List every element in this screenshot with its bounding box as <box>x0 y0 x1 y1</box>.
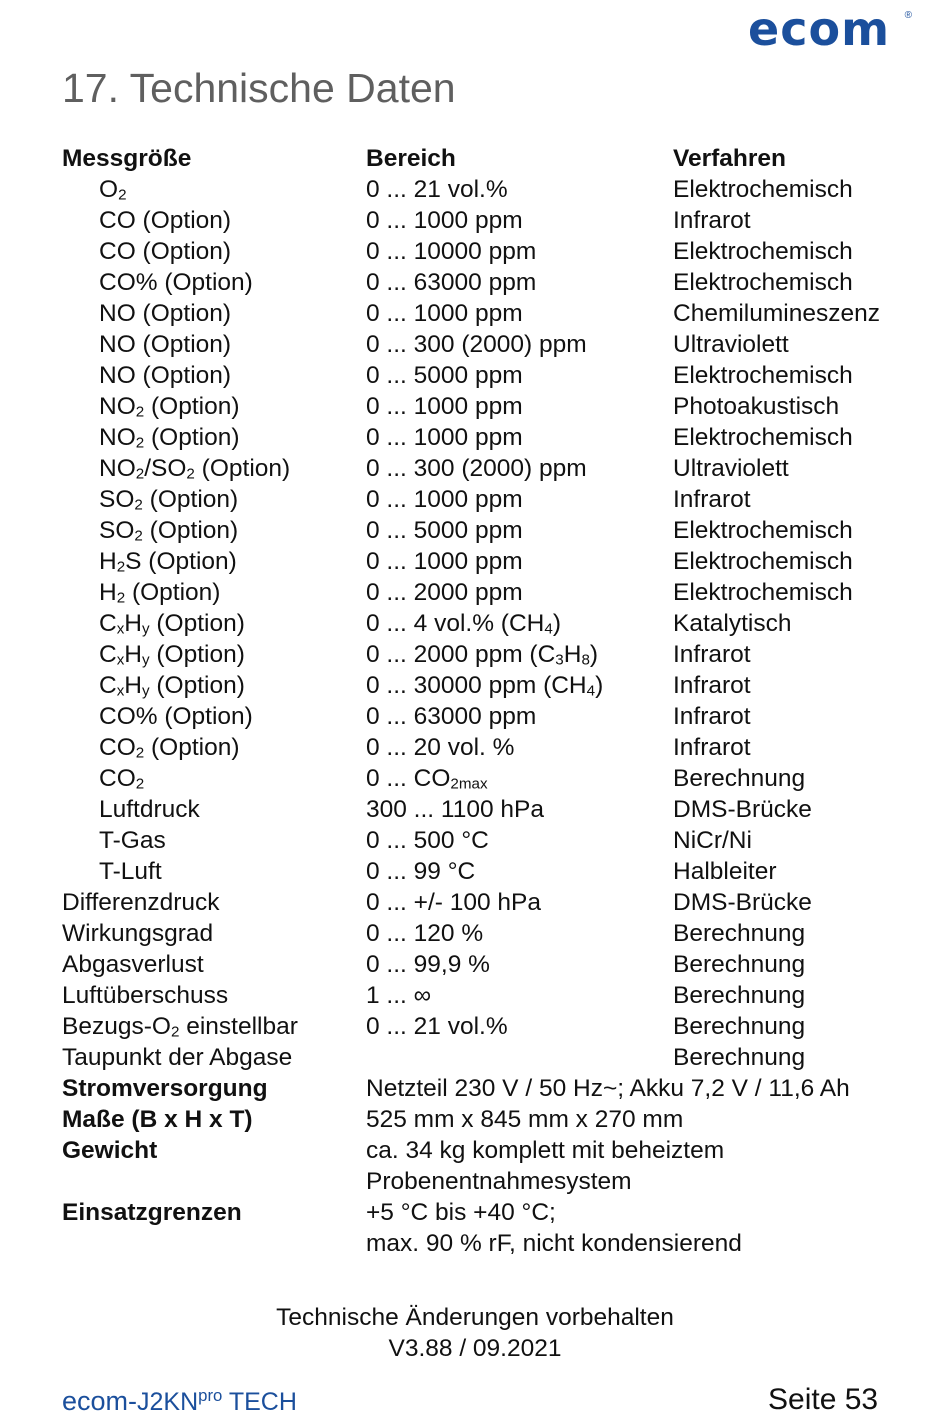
method-cell: NiCr/Ni <box>673 827 752 854</box>
cell-text: 0 ... CO <box>366 765 451 792</box>
subscript-text: x <box>116 651 125 669</box>
subscript-text: x <box>116 620 125 638</box>
cell-text: 0 ... 21 vol.% <box>366 176 508 203</box>
range-cell <box>366 1042 673 1073</box>
cell-text: Taupunkt der Abgase <box>62 1044 293 1071</box>
method-cell: Halbleiter <box>673 858 777 885</box>
spec-label <box>62 1228 366 1259</box>
table-row <box>62 639 933 670</box>
table-row <box>62 515 933 546</box>
measurand-cell <box>62 484 366 515</box>
range-cell <box>366 608 673 639</box>
cell-text: 0 ... 1000 ppm <box>366 300 523 327</box>
cell-text: C <box>99 672 117 699</box>
range-cell <box>366 453 673 484</box>
cell-text: 0 ... 1000 ppm <box>366 424 523 451</box>
measurand-cell <box>62 546 366 577</box>
table-row <box>62 825 933 856</box>
cell-text: H <box>99 548 117 575</box>
cell-text: 0 ... 99 °C <box>366 858 476 885</box>
cell-text: 0 ... 63000 ppm <box>366 703 537 730</box>
cell-text: 0 ... 2000 ppm <box>366 579 523 606</box>
measurand-cell <box>62 608 366 639</box>
method-cell: Chemilumineszenz <box>673 300 880 327</box>
cell-text: T-Luft <box>99 858 162 885</box>
subscript-text: 2 <box>134 496 143 514</box>
method-cell: Elektrochemisch <box>673 176 853 203</box>
cell-text: (Option) <box>149 610 245 637</box>
method-cell: Elektrochemisch <box>673 517 853 544</box>
cell-text: NO (Option) <box>99 362 232 389</box>
cell-text: S (Option) <box>125 548 237 575</box>
subscript-text: 2max <box>450 775 488 793</box>
cell-text: H <box>99 579 117 606</box>
table-row <box>62 422 933 453</box>
measurand-cell <box>62 856 366 887</box>
cell-text: 0 ... 300 (2000) ppm <box>366 331 587 358</box>
range-cell <box>366 825 673 856</box>
cell-text: (Option) <box>194 455 291 482</box>
table-row <box>62 360 933 391</box>
measurand-cell <box>62 949 366 980</box>
method-cell: Elektrochemisch <box>673 362 853 389</box>
spec-row <box>62 1135 933 1166</box>
range-cell <box>366 174 673 205</box>
cell-text: CO% (Option) <box>99 269 253 296</box>
subscript-text: 2 <box>134 527 143 545</box>
cell-text: (Option) <box>144 424 240 451</box>
table-row <box>62 453 933 484</box>
subscript-text: x <box>116 682 125 700</box>
spec-label: Stromversorgung <box>62 1075 268 1102</box>
cell-text: 0 ... 5000 ppm <box>366 517 523 544</box>
cell-text: 0 ... 30000 ppm (CH <box>366 672 587 699</box>
header-verfahren: Verfahren <box>673 145 787 172</box>
measurand-cell <box>62 732 366 763</box>
measurand-cell <box>62 298 366 329</box>
method-cell: Infrarot <box>673 207 751 234</box>
cell-text: H <box>124 610 142 637</box>
cell-text: 0 ... 500 °C <box>366 827 489 854</box>
method-cell: Infrarot <box>673 734 751 761</box>
table-row <box>62 577 933 608</box>
method-cell: Berechnung <box>673 951 806 978</box>
cell-text: Differenzdruck <box>62 889 220 916</box>
spec-row <box>62 1104 933 1135</box>
range-cell <box>366 670 673 701</box>
spec-value: 525 mm x 845 mm x 270 mm <box>366 1106 684 1133</box>
range-cell <box>366 794 673 825</box>
subscript-text: 3 <box>555 651 564 669</box>
subscript-text: y <box>142 651 150 669</box>
method-cell: Berechnung <box>673 765 806 792</box>
method-cell: DMS-Brücke <box>673 889 812 916</box>
spec-value: max. 90 % rF, nicht kondensierend <box>366 1230 742 1257</box>
subscript-text: 2 <box>135 775 145 793</box>
method-cell: Berechnung <box>673 1044 806 1071</box>
subscript-text: 2 <box>135 744 145 762</box>
spec-value: Probenentnahmesystem <box>366 1168 632 1195</box>
range-cell <box>366 763 673 794</box>
range-cell: 0 ... 99,9 % <box>366 951 490 978</box>
cell-text: H <box>124 672 142 699</box>
subscript-text: 2 <box>186 465 195 483</box>
table-row <box>62 298 933 329</box>
subscript-text: 2 <box>116 589 126 607</box>
change-notice <box>0 1302 950 1364</box>
measurand-cell <box>62 1011 366 1042</box>
page-number: Seite 53 <box>768 1383 879 1416</box>
cell-text: C <box>99 610 117 637</box>
cell-text: O <box>99 176 119 203</box>
table-row <box>62 391 933 422</box>
method-cell: Elektrochemisch <box>673 238 853 265</box>
spec-row <box>62 1073 933 1104</box>
table-row <box>62 174 933 205</box>
cell-text: C <box>99 641 117 668</box>
range-cell: 0 ... 120 % <box>366 920 484 947</box>
measurand-cell <box>62 887 366 918</box>
subscript-text: 2 <box>118 186 127 204</box>
cell-text: 0 ... 20 vol. % <box>366 734 515 761</box>
range-cell <box>366 329 673 360</box>
measurand-cell <box>62 794 366 825</box>
cell-text: Luftüberschuss <box>62 982 229 1009</box>
table-row <box>62 608 933 639</box>
method-cell: Infrarot <box>673 703 751 730</box>
cell-text: CO (Option) <box>99 207 232 234</box>
cell-text: CO% (Option) <box>99 703 253 730</box>
cell-text: 0 ... 1000 ppm <box>366 548 523 575</box>
technical-data-table <box>62 143 933 1259</box>
cell-text: NO (Option) <box>99 300 232 327</box>
measurand-cell <box>62 701 366 732</box>
cell-text: (Option) <box>149 672 245 699</box>
subscript-text: 8 <box>581 651 590 669</box>
cell-text: (Option) <box>142 517 239 544</box>
cell-text: NO (Option) <box>99 331 232 358</box>
range-cell <box>366 546 673 577</box>
cell-text: 300 ... 1100 hPa <box>366 796 544 823</box>
table-row <box>62 763 933 794</box>
measurand-cell <box>62 577 366 608</box>
cell-text: NO <box>99 455 136 482</box>
range-cell <box>366 267 673 298</box>
range-cell: 0 ... 21 vol.% <box>366 1013 508 1040</box>
cell-text: (Option) <box>144 734 240 761</box>
table-row <box>62 205 933 236</box>
cell-text: 0 ... 1000 ppm <box>366 486 523 513</box>
spec-label: Maße (B x H x T) <box>62 1106 253 1133</box>
method-cell: Ultraviolett <box>673 331 789 358</box>
table-row <box>62 794 933 825</box>
spec-row <box>62 1197 933 1228</box>
method-cell: Berechnung <box>673 920 806 947</box>
table-row <box>62 236 933 267</box>
method-cell: Infrarot <box>673 641 751 668</box>
range-cell <box>366 856 673 887</box>
cell-text: SO <box>99 517 135 544</box>
spec-label: Einsatzgrenzen <box>62 1199 242 1226</box>
range-cell <box>366 298 673 329</box>
cell-text: H <box>124 641 142 668</box>
measurand-cell <box>62 639 366 670</box>
measurand-cell <box>62 174 366 205</box>
version-text: V3.88 / 09.2021 <box>388 1335 562 1362</box>
header-bereich: Bereich <box>366 145 456 172</box>
cell-text: Wirkungsgrad <box>62 920 214 947</box>
spec-label <box>62 1166 366 1197</box>
cell-text: 0 ... 300 (2000) ppm <box>366 455 587 482</box>
table-row <box>62 1011 933 1042</box>
cell-text: 0 ... 63000 ppm <box>366 269 537 296</box>
range-cell <box>366 732 673 763</box>
footer-suffix: TECH <box>222 1388 297 1416</box>
spec-row <box>62 1166 933 1197</box>
subscript-text: 4 <box>586 682 596 700</box>
method-cell: DMS-Brücke <box>673 796 812 823</box>
registered-mark: ® <box>904 10 912 21</box>
cell-text: CO <box>99 734 136 761</box>
ecom-logo <box>748 2 918 56</box>
measurand-cell <box>62 267 366 298</box>
method-cell: Ultraviolett <box>673 455 789 482</box>
table-row <box>62 980 933 1011</box>
table-row <box>62 949 933 980</box>
measurand-cell <box>62 360 366 391</box>
cell-text: CO <box>99 765 136 792</box>
cell-text: SO <box>99 486 135 513</box>
range-cell <box>366 515 673 546</box>
range-cell <box>366 391 673 422</box>
cell-text: 0 ... 4 vol.% (CH <box>366 610 545 637</box>
cell-text: 0 ... 1000 ppm <box>366 393 523 420</box>
technical-data-body <box>62 143 933 1259</box>
method-cell: Berechnung <box>673 1013 806 1040</box>
cell-text: 0 ... 10000 ppm <box>366 238 537 265</box>
range-cell: 1 ... ∞ <box>366 982 432 1009</box>
table-row <box>62 732 933 763</box>
subscript-text: 4 <box>544 620 553 638</box>
cell-text: (Option) <box>149 641 245 668</box>
range-cell <box>366 236 673 267</box>
subscript-text: 2 <box>135 465 145 483</box>
cell-text: ) <box>595 672 604 699</box>
subscript-text: 2 <box>135 434 145 452</box>
measurand-cell <box>62 205 366 236</box>
cell-text: NO <box>99 393 136 420</box>
cell-text: /SO <box>144 455 187 482</box>
table-row <box>62 887 933 918</box>
footer-model: J2KN <box>137 1388 199 1416</box>
table-row <box>62 484 933 515</box>
measurand-cell <box>62 980 366 1011</box>
spec-label: Gewicht <box>62 1137 158 1164</box>
table-header-row <box>62 143 933 174</box>
method-cell: Photoakustisch <box>673 393 840 420</box>
range-cell <box>366 205 673 236</box>
spec-value: ca. 34 kg komplett mit beheiztem <box>366 1137 725 1164</box>
logo-text: ecom <box>748 2 890 56</box>
spec-row <box>62 1228 933 1259</box>
table-row <box>62 267 933 298</box>
table-row <box>62 670 933 701</box>
method-cell: Berechnung <box>673 982 806 1009</box>
table-row <box>62 918 933 949</box>
range-cell: 0 ... +/- 100 hPa <box>366 889 542 916</box>
subscript-text: 2 <box>170 1023 180 1041</box>
method-cell: Elektrochemisch <box>673 424 853 451</box>
cell-text: NO <box>99 424 136 451</box>
cell-text: CO (Option) <box>99 238 232 265</box>
subscript-text: 2 <box>135 403 145 421</box>
cell-text: ) <box>552 610 561 637</box>
footer-brand: ecom- <box>62 1386 138 1416</box>
table-row <box>62 856 933 887</box>
range-cell <box>366 360 673 391</box>
cell-text: 0 ... 2000 ppm (C <box>366 641 556 668</box>
method-cell: Katalytisch <box>673 610 792 637</box>
cell-text: 0 ... 1000 ppm <box>366 207 523 234</box>
table-row <box>62 329 933 360</box>
table-row <box>62 701 933 732</box>
range-cell <box>366 484 673 515</box>
cell-text: (Option) <box>125 579 221 606</box>
cell-text: (Option) <box>144 393 240 420</box>
measurand-cell <box>62 515 366 546</box>
subscript-text: y <box>142 620 150 638</box>
method-cell: Infrarot <box>673 672 751 699</box>
table-row <box>62 1042 933 1073</box>
cell-text: einstellbar <box>179 1013 298 1040</box>
range-cell <box>366 639 673 670</box>
range-cell <box>366 701 673 732</box>
measurand-cell <box>62 391 366 422</box>
cell-text: 0 ... 5000 ppm <box>366 362 523 389</box>
cell-text: T-Gas <box>99 827 166 854</box>
method-cell: Infrarot <box>673 486 751 513</box>
method-cell: Elektrochemisch <box>673 548 853 575</box>
footer-product <box>62 1386 297 1417</box>
header-messgroesse: Messgröße <box>62 145 192 172</box>
cell-text: H <box>563 641 582 668</box>
notice-text: Technische Änderungen vorbehalten <box>276 1304 674 1331</box>
page-title: 17. Technische Daten <box>62 65 456 111</box>
spec-value: +5 °C bis +40 °C; <box>366 1199 556 1226</box>
measurand-cell <box>62 329 366 360</box>
table-row <box>62 546 933 577</box>
subscript-text: y <box>142 682 150 700</box>
method-cell: Elektrochemisch <box>673 269 853 296</box>
measurand-cell <box>62 236 366 267</box>
range-cell <box>366 577 673 608</box>
footer-model-sup: pro <box>198 1385 223 1405</box>
range-cell <box>366 422 673 453</box>
cell-text: Luftdruck <box>99 796 200 823</box>
cell-text: Abgasverlust <box>62 951 204 978</box>
measurand-cell <box>62 763 366 794</box>
measurand-cell <box>62 825 366 856</box>
measurand-cell <box>62 422 366 453</box>
cell-text: Bezugs-O <box>62 1013 171 1040</box>
method-cell: Elektrochemisch <box>673 579 853 606</box>
cell-text: (Option) <box>142 486 239 513</box>
subscript-text: 2 <box>116 558 126 576</box>
measurand-cell <box>62 918 366 949</box>
measurand-cell <box>62 1042 366 1073</box>
cell-text: ) <box>589 641 599 668</box>
measurand-cell <box>62 670 366 701</box>
measurand-cell <box>62 453 366 484</box>
spec-value: Netzteil 230 V / 50 Hz~; Akku 7,2 V / 11,6 Ah <box>366 1075 850 1102</box>
